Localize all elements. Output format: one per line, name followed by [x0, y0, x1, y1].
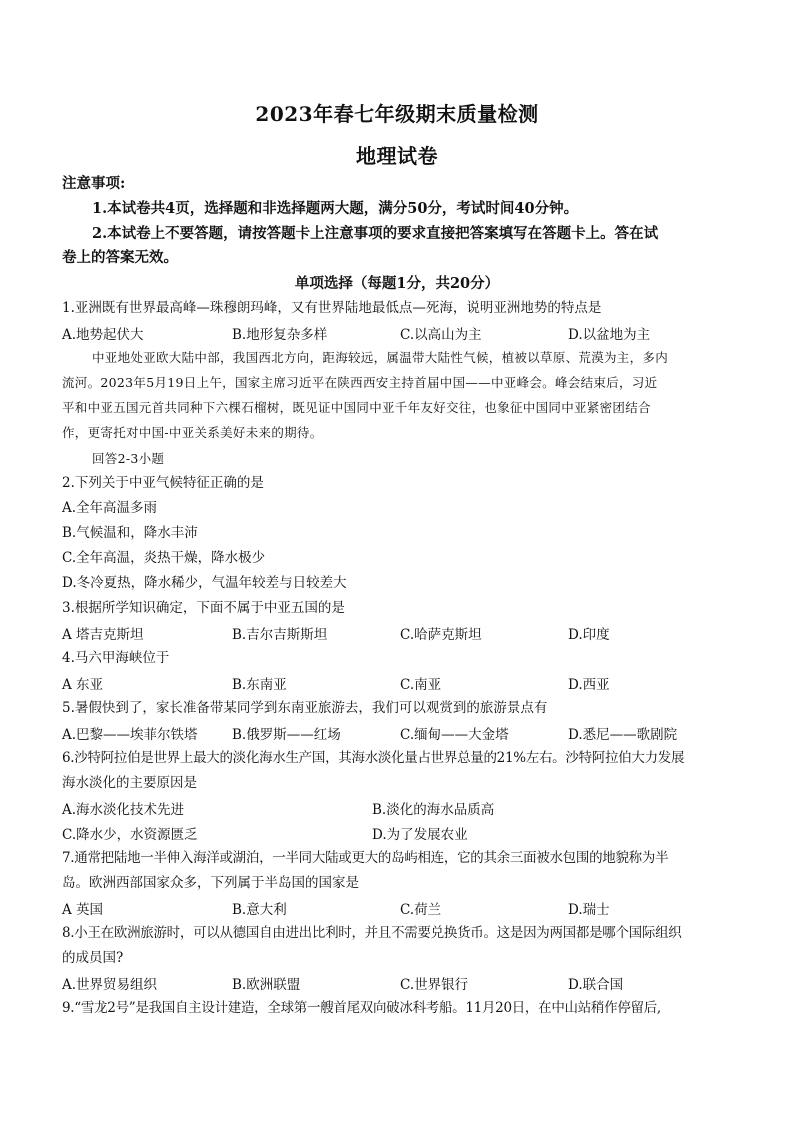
option-c: C.荷兰: [400, 902, 442, 918]
notice-item-2-line-2: 卷上的答案无效。: [62, 249, 178, 266]
question-2-option-b: B.气候温和，降水丰沛: [62, 525, 198, 541]
option-c: C.哈萨克斯坦: [400, 627, 482, 643]
exam-title: 2023年春七年级期末质量检测: [255, 102, 539, 126]
notice-item-1: 1.本试卷共4页，选择题和非选择题两大题，满分50分，考试时间40分钟。: [92, 200, 579, 217]
question-3-options: [62, 623, 742, 643]
notice-heading: 注意事项:: [62, 175, 126, 192]
option-d: D.为了发展农业: [372, 827, 468, 843]
section-title: 单项选择（每题1分，共20分）: [294, 275, 500, 292]
passage-prompt: 回答2-3小题: [92, 451, 165, 466]
question-8-stem-line-1: 8.小王在欧洲旅游时，可以从德国自由进出比利时，并且不需要兑换货币。这是因为两国都是哪个国际组织: [62, 925, 682, 941]
question-7-options: [62, 898, 742, 918]
option-a: A.海水淡化技术先进: [62, 802, 185, 818]
notice-item-2-line-1: 2.本试卷上不要答题，请按答题卡上注意事项的要求直接把答案填写在答题卡上。答在试: [92, 225, 659, 242]
option-b: B.欧洲联盟: [232, 977, 301, 993]
option-d: D.印度: [568, 627, 610, 643]
passage-line-1: 中亚地处亚欧大陆中部，我国西北方向，距海较远，属温带大陆性气候，植被以草原、荒漠为主，多内: [92, 350, 669, 365]
question-6-options-row-1: [62, 798, 742, 818]
option-b: B.吉尔吉斯斯坦: [232, 627, 328, 643]
question-5-options: [62, 723, 742, 743]
option-a: A 东亚: [62, 677, 104, 693]
option-c: C.缅甸——大金塔: [400, 727, 509, 743]
option-a: A 英国: [62, 902, 104, 918]
option-d: D.悉尼——歌剧院: [568, 727, 678, 743]
question-2-option-a: A.全年高温多雨: [62, 500, 158, 516]
option-b: B.东南亚: [232, 677, 287, 693]
option-b: B.地形复杂多样: [232, 327, 328, 343]
question-1-options: [62, 323, 742, 343]
exam-subject: 地理试卷: [356, 144, 438, 168]
option-d: D.西亚: [568, 677, 610, 693]
option-c: C.以高山为主: [400, 327, 482, 343]
option-d: D.以盆地为主: [568, 327, 651, 343]
question-4-stem: 4.马六甲海峡位于: [62, 650, 170, 666]
question-6-stem-line-1: 6.沙特阿拉伯是世界上最大的淡化海水生产国，其海水淡化量占世界总量的21%左右。沙特阿拉伯大力发展: [62, 750, 685, 766]
option-b: B.意大利: [232, 902, 287, 918]
option-d: D.瑞士: [568, 902, 610, 918]
question-4-options: [62, 673, 742, 693]
question-2-stem: 2.下列关于中亚气候特征正确的是: [62, 475, 264, 491]
question-3-stem: 3.根据所学知识确定，下面不属于中亚五国的是: [62, 600, 345, 616]
option-b: B.俄罗斯——红场: [232, 727, 341, 743]
option-a: A.巴黎——埃菲尔铁塔: [62, 727, 198, 743]
question-9-stem-line-1: 9.“雪龙2号”是我国自主设计建造，全球第一艘首尾双向破冰科考船。11月20日，在中山站稍作停留后,: [62, 1000, 661, 1016]
question-1-stem: 1.亚洲既有世界最高峰—珠穆朗玛峰，又有世界陆地最低点—死海，说明亚洲地势的特点是: [62, 300, 602, 316]
question-6-options-row-2: [62, 823, 742, 843]
question-5-stem: 5.暑假快到了，家长准备带某同学到东南亚旅游去，我们可以观赏到的旅游景点有: [62, 700, 548, 716]
question-2-option-c: C.全年高温，炎热干燥，降水极少: [62, 550, 266, 566]
option-a: A.地势起伏大: [62, 327, 144, 343]
option-c: C.世界银行: [400, 977, 469, 993]
option-c: C.降水少，水资源匮乏: [62, 827, 198, 843]
passage-line-4: 作，更寄托对中国-中亚关系美好未来的期待。: [62, 425, 323, 440]
question-7-stem-line-1: 7.通常把陆地一半伸入海洋或湖泊，一半同大陆或更大的岛屿相连，它的其余三面被水包围的地貌称为半: [62, 850, 669, 866]
option-a: A.世界贸易组织: [62, 977, 158, 993]
option-c: C.南亚: [400, 677, 442, 693]
question-8-options: [62, 973, 742, 993]
option-a: A 塔吉克斯坦: [62, 627, 144, 643]
question-2-option-d: D.冬冷夏热，降水稀少，气温年较差与日较差大: [62, 575, 347, 591]
question-7-stem-line-2: 岛。欧洲西部国家众多，下列属于半岛国的国家是: [62, 875, 359, 891]
passage-line-3: 平和中亚五国元首共同种下六棵石榴树，既见证中国同中亚千年友好交往，也象征中国同中亚紧密团结合: [62, 400, 651, 415]
option-b: B.淡化的海水品质高: [372, 802, 495, 818]
question-8-stem-line-2: 的成员国?: [62, 950, 124, 966]
option-d: D.联合国: [568, 977, 624, 993]
question-6-stem-line-2: 海水淡化的主要原因是: [62, 775, 197, 791]
passage-line-2: 流河。2023年5月19日上午，国家主席习近平在陕西西安主持首届中国——中亚峰会。峰会结束后，习近: [62, 375, 658, 390]
